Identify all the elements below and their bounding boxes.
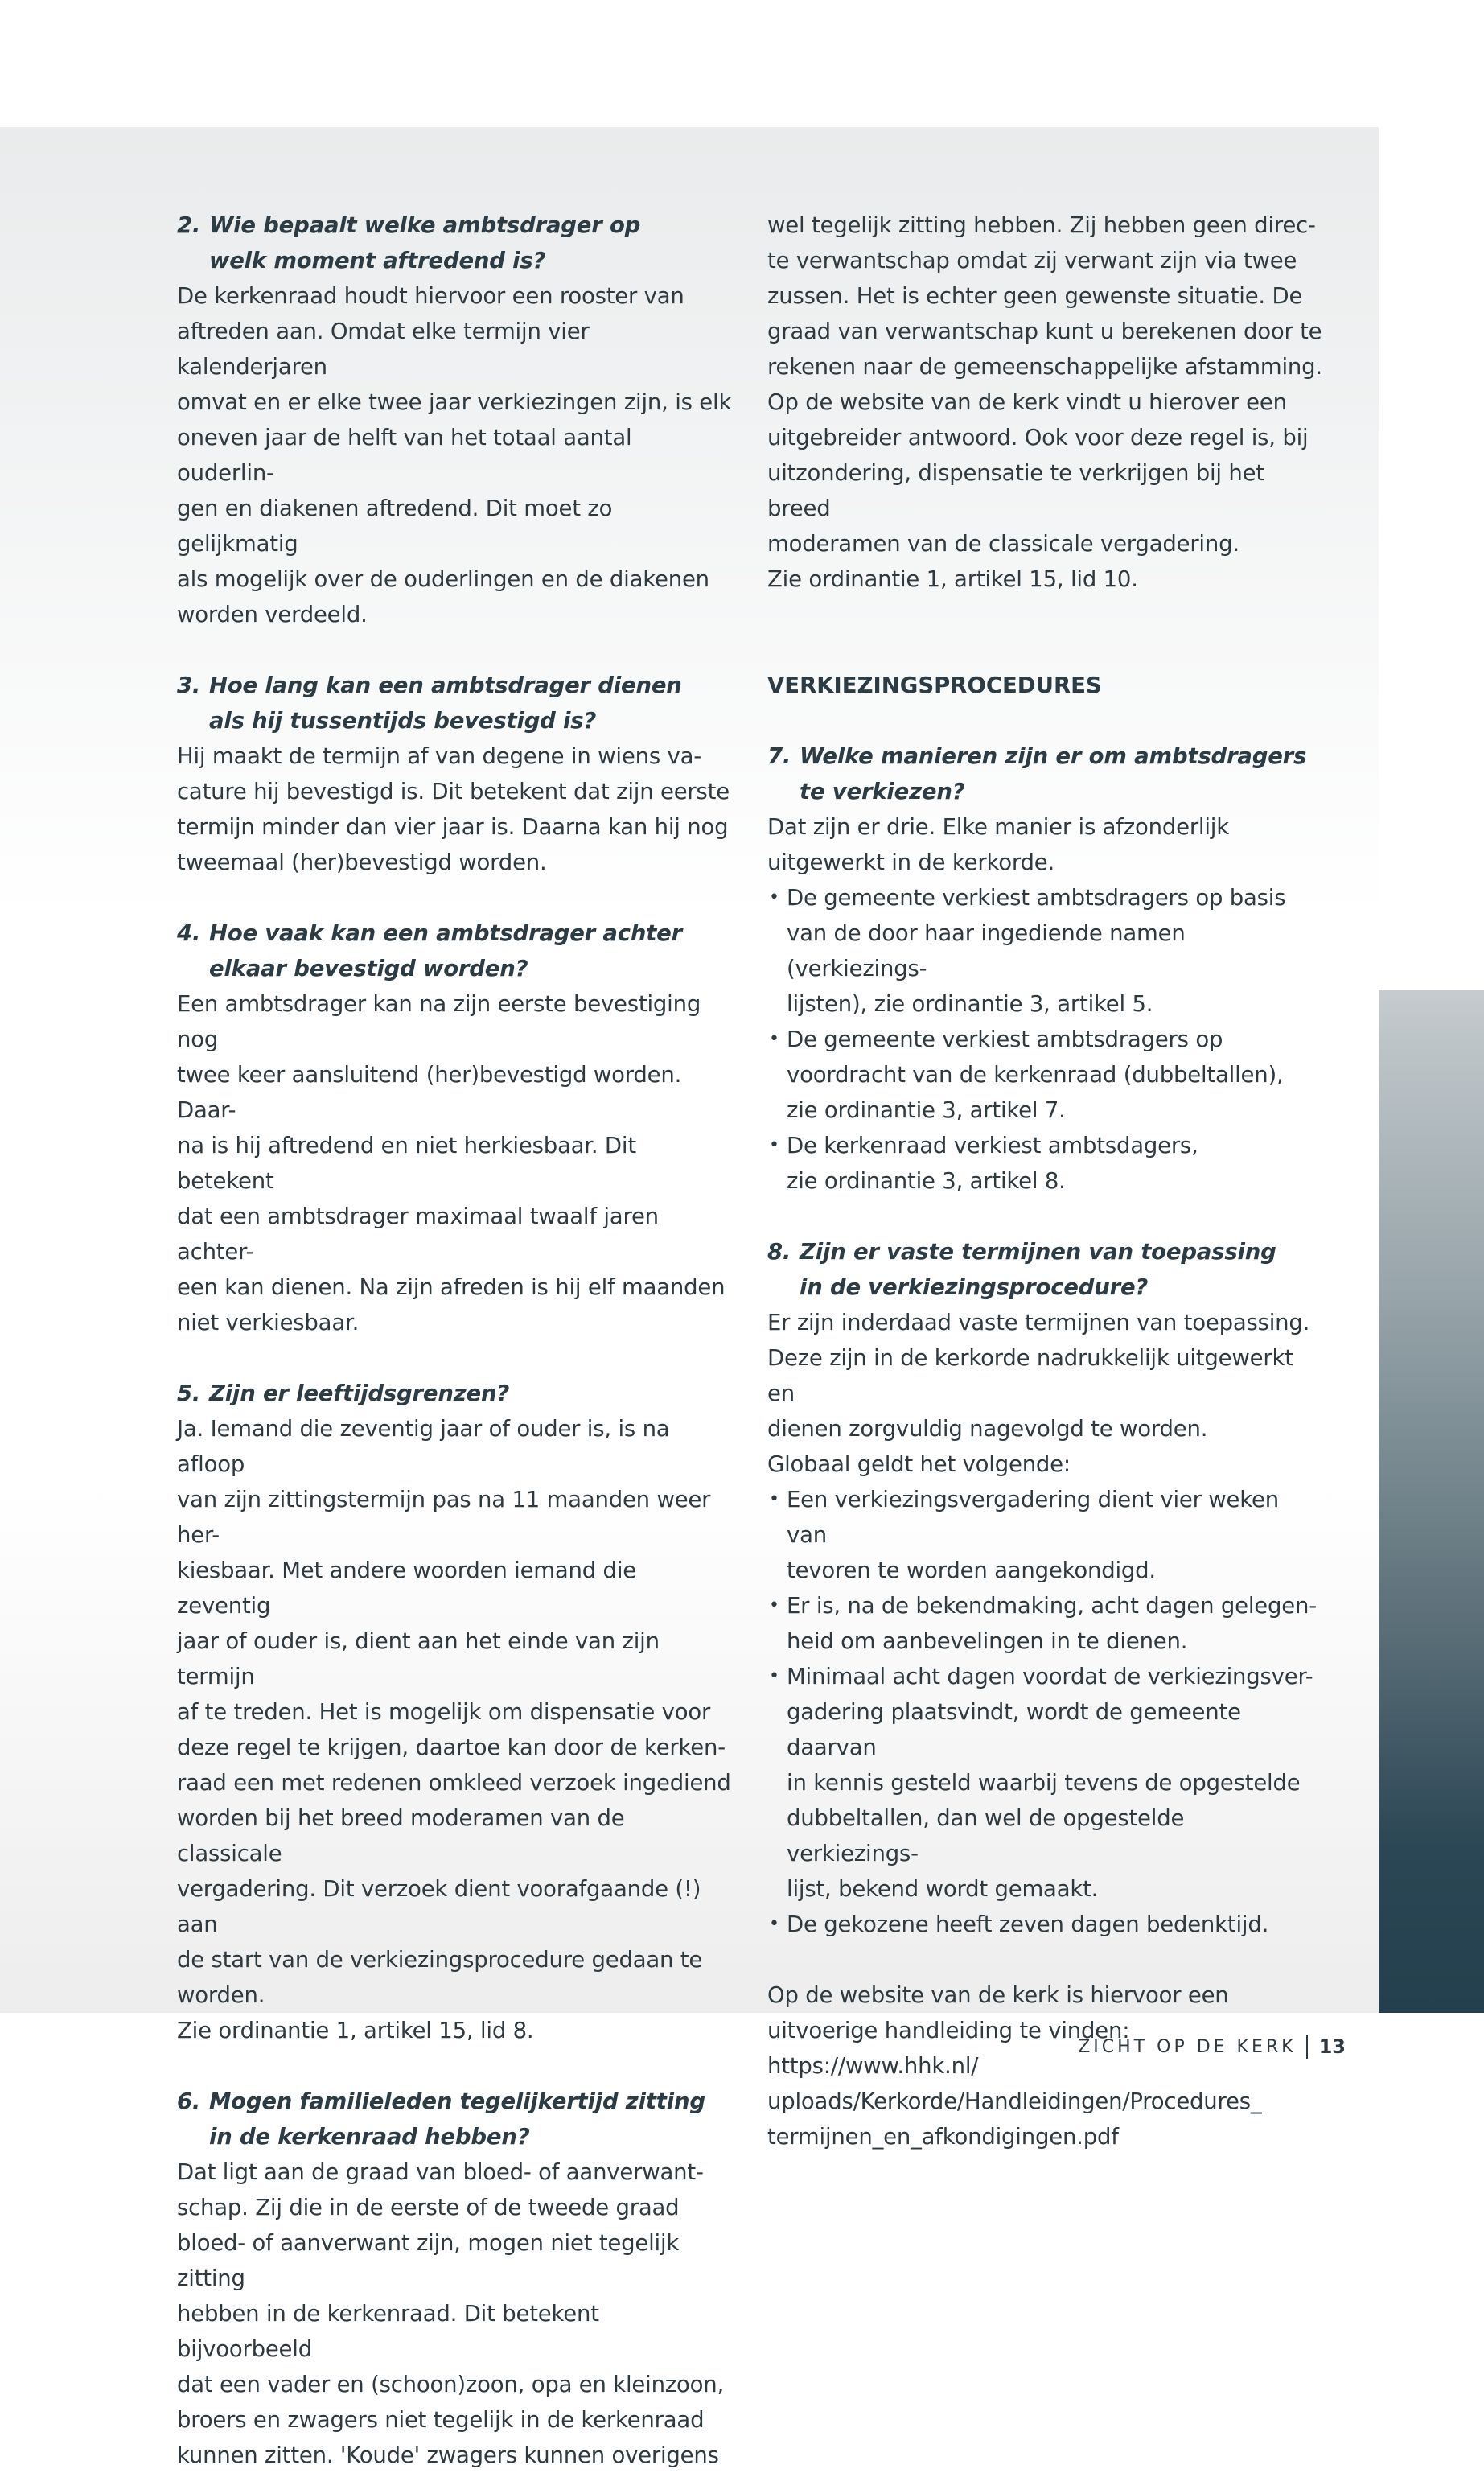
question-2-line: gen en diakenen aftredend. Dit moet zo gelijkmatig xyxy=(177,496,613,557)
question-2-line: worden verdeeld. xyxy=(177,602,368,628)
list-item: • De gemeente verkiest ambtsdragers op voordracht van de kerkenraad (dubbeltallen), zie ordinantie 3, artikel 7. xyxy=(767,1022,1322,1128)
question-5-line: Zie ordinantie 1, artikel 15, lid 8. xyxy=(177,2018,534,2043)
list-item: • De gekozene heeft zeven dagen bedenktijd. xyxy=(767,1907,1322,1942)
question-7-title: 7. Welke manieren zijn er om ambtsdragers te verkiezen? xyxy=(767,743,1307,804)
decorative-side-bar xyxy=(1379,990,1484,2013)
question-5-line: de start van de verkiezingsprocedure gedaan te xyxy=(177,1947,703,1973)
question-6-line: schap. Zij die in de eerste of de tweede graad xyxy=(177,2195,680,2220)
question-4-line: Een ambtsdrager kan na zijn eerste bevestiging nog xyxy=(177,991,701,1052)
question-6-continued-line: Zie ordinantie 1, artikel 15, lid 10. xyxy=(767,566,1138,592)
question-6-line: kunnen zitten. 'Koude' zwagers kunnen overigens xyxy=(177,2442,719,2468)
question-5-line: deze regel te krijgen, daartoe kan door de kerken- xyxy=(177,1734,726,1760)
question-8-title: 8. Zijn er vaste termijnen van toepassing in de verkiezingsprocedure? xyxy=(767,1239,1276,1300)
left-column xyxy=(177,208,732,2473)
question-8-line: Er zijn inderdaad vaste termijnen van toepassing. xyxy=(767,1310,1310,1335)
question-5-line: kiesbaar. Met andere woorden iemand die zeventig xyxy=(177,1557,636,1619)
question-8-line: Globaal geldt het volgende: xyxy=(767,1451,1071,1477)
question-5-line: raad een met redenen omkleed verzoek ingediend xyxy=(177,1770,731,1796)
question-6-continued-line: graad van verwantschap kunt u berekenen door te xyxy=(767,319,1322,344)
question-6-continued-line: moderamen van de classicale vergadering. xyxy=(767,531,1239,557)
publication-name: ZICHT OP DE KERK xyxy=(1078,2036,1297,2057)
list-item: • Minimaal acht dagen voordat de verkiezingsver- gadering plaatsvindt, wordt de gemeente daarvan in kennis gesteld waarbij tevens de opgestelde dubbeltallen, dan wel de opgestelde verkiezings- lijst, bekend wordt gemaakt. xyxy=(767,1659,1322,1907)
question-2-line: aftreden aan. Omdat elke termijn vier kalenderjaren xyxy=(177,319,590,380)
question-7-line: uitgewerkt in de kerkorde. xyxy=(767,850,1054,875)
question-2-line: De kerkenraad houdt hiervoor een rooster van xyxy=(177,283,684,309)
question-7-line: Dat zijn er drie. Elke manier is afzonderlijk xyxy=(767,814,1229,840)
question-3-line: Hij maakt de termijn af van degene in wiens va- xyxy=(177,743,701,769)
list-item: • Er is, na de bekendmaking, acht dagen gelegen- heid om aanbevelingen in te dienen. xyxy=(767,1588,1322,1659)
question-6-continued-line: rekenen naar de gemeenschappelijke afstamming. xyxy=(767,354,1322,380)
footer-divider xyxy=(1306,2035,1308,2059)
question-6-continued-line: wel tegelijk zitting hebben. Zij hebben geen direc- xyxy=(767,212,1316,238)
question-3-line: cature hij bevestigd is. Dit betekent dat zijn eerste xyxy=(177,779,730,804)
question-6-line: hebben in de kerkenraad. Dit betekent bijvoorbeeld xyxy=(177,2301,599,2362)
question-6-continued-line: te verwantschap omdat zij verwant zijn via twee xyxy=(767,248,1297,274)
question-6-title: 6. Mogen familieleden tegelijkertijd zitting in de kerkenraad hebben? xyxy=(177,2088,705,2150)
question-8-line: dienen zorgvuldig nagevolgd te worden. xyxy=(767,1416,1208,1442)
question-6-continued-line: uitgebreider antwoord. Ook voor deze regel is, bij xyxy=(767,425,1309,451)
question-7-bullet-list xyxy=(767,880,1322,1199)
question-6-continued-line: Op de website van de kerk vindt u hierover een xyxy=(767,389,1287,415)
question-6-continued-line: zussen. Het is echter geen gewenste situatie. De xyxy=(767,283,1303,309)
question-3-title: 3. Hoe lang kan een ambtsdrager dienen als hij tussentijds bevestigd is? xyxy=(177,673,682,734)
question-6-continued-line: uitzondering, dispensatie te verkrijgen bij het breed xyxy=(767,460,1264,521)
question-2-title: 2. Wie bepaalt welke ambtsdrager op welk moment aftredend is? xyxy=(177,212,641,274)
question-6-line: dat een vader en (schoon)zoon, opa en kleinzoon, xyxy=(177,2372,725,2397)
question-4-line: na is hij aftredend en niet herkiesbaar. Dit betekent xyxy=(177,1133,636,1194)
page-number: 13 xyxy=(1318,2035,1346,2058)
question-6-line: bloed- of aanverwant zijn, mogen niet tegelijk zitting xyxy=(177,2230,680,2291)
section-title: VERKIEZINGSPROCEDURES xyxy=(767,673,1102,698)
question-2-line: oneven jaar de helft van het totaal aantal ouderlin- xyxy=(177,425,632,486)
page-footer xyxy=(1078,2032,1346,2061)
question-5-line: vergadering. Dit verzoek dient voorafgaande (!) aan xyxy=(177,1876,701,1937)
closing-link-line: uitvoerige handleiding te vinden: https://www.hhk.nl/ xyxy=(767,2018,1130,2079)
question-4-line: twee keer aansluitend (her)bevestigd worden. Daar- xyxy=(177,1062,682,1123)
list-item: • De gemeente verkiest ambtsdragers op basis van de door haar ingediende namen (verkiezings- lijsten), zie ordinantie 3, artikel 5. xyxy=(767,880,1322,1022)
question-5-line: van zijn zittingstermijn pas na 11 maanden weer her- xyxy=(177,1487,711,1548)
list-item: • Een verkiezingsvergadering dient vier weken van tevoren te worden aangekondigd. xyxy=(767,1482,1322,1588)
closing-line: Op de website van de kerk is hiervoor een xyxy=(767,1982,1229,2008)
question-4-line: dat een ambtsdrager maximaal twaalf jaren achter- xyxy=(177,1204,659,1265)
question-5-line: worden bij het breed moderamen van de classicale xyxy=(177,1805,625,1866)
question-5-line: Ja. Iemand die zeventig jaar of ouder is, is na afloop xyxy=(177,1416,670,1477)
question-5-title: 5. Zijn er leeftijdsgrenzen? xyxy=(177,1381,510,1406)
question-4-line: niet verkiesbaar. xyxy=(177,1310,360,1335)
question-5-line: af te treden. Het is mogelijk om dispensatie voor xyxy=(177,1699,711,1725)
question-4-title: 4. Hoe vaak kan een ambtsdrager achter elkaar bevestigd worden? xyxy=(177,920,682,981)
question-2-line: omvat en er elke twee jaar verkiezingen zijn, is elk xyxy=(177,389,732,415)
closing-link-line: uploads/Kerkorde/Handleidingen/Procedures_ xyxy=(767,2088,1262,2114)
question-2-line: als mogelijk over de ouderlingen en de diakenen xyxy=(177,566,709,592)
right-column xyxy=(767,208,1322,2154)
question-6-line: Dat ligt aan de graad van bloed- of aanverwant- xyxy=(177,2159,704,2185)
question-3-line: termijn minder dan vier jaar is. Daarna kan hij nog xyxy=(177,814,729,840)
question-5-line: worden. xyxy=(177,1982,265,2008)
question-4-line: een kan dienen. Na zijn afreden is hij elf maanden xyxy=(177,1274,726,1300)
question-3-line: tweemaal (her)bevestigd worden. xyxy=(177,850,547,875)
question-8-bullet-list xyxy=(767,1482,1322,1942)
question-5-line: jaar of ouder is, dient aan het einde van zijn termijn xyxy=(177,1628,660,1689)
closing-link-line: termijnen_en_afkondigingen.pdf xyxy=(767,2124,1119,2150)
question-6-line: broers en zwagers niet tegelijk in de kerkenraad xyxy=(177,2407,705,2433)
question-8-line: Deze zijn in de kerkorde nadrukkelijk uitgewerkt en xyxy=(767,1345,1293,1406)
list-item: • De kerkenraad verkiest ambtsdagers, zie ordinantie 3, artikel 8. xyxy=(767,1128,1322,1199)
